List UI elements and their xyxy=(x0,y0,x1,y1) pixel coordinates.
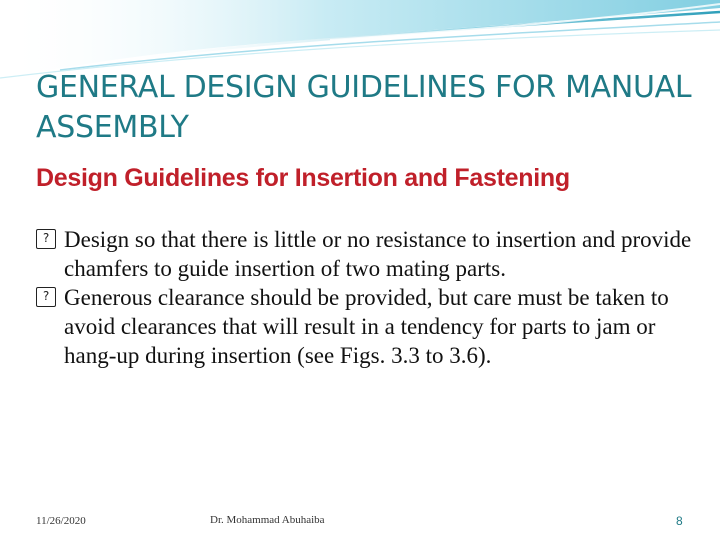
footer-date: 11/26/2020 xyxy=(36,515,86,527)
bullet-item xyxy=(36,283,696,370)
footer-page-number: 8 xyxy=(676,514,683,528)
footer-author: Dr. Mohammad Abuhaiba xyxy=(210,514,325,526)
slide-subtitle: Design Guidelines for Insertion and Fastening xyxy=(36,164,570,192)
slide-title: GENERAL DESIGN GUIDELINES FOR MANUAL ASSEMBLY xyxy=(36,70,692,145)
missing-glyph-icon: ? xyxy=(36,229,56,249)
bullet-item xyxy=(36,225,696,283)
missing-glyph-icon: ? xyxy=(36,287,56,307)
bullet-list xyxy=(36,225,696,370)
bullet-text: Design so that there is little or no resistance to insertion and provide chamfers to guide insertion of two mating parts. xyxy=(64,227,692,281)
bullet-text: Generous clearance should be provided, but care must be taken to avoid clearances that will result in a tendency for parts to jam or hang-up during insertion (see Figs. 3.3 to 3.6). xyxy=(64,285,669,368)
